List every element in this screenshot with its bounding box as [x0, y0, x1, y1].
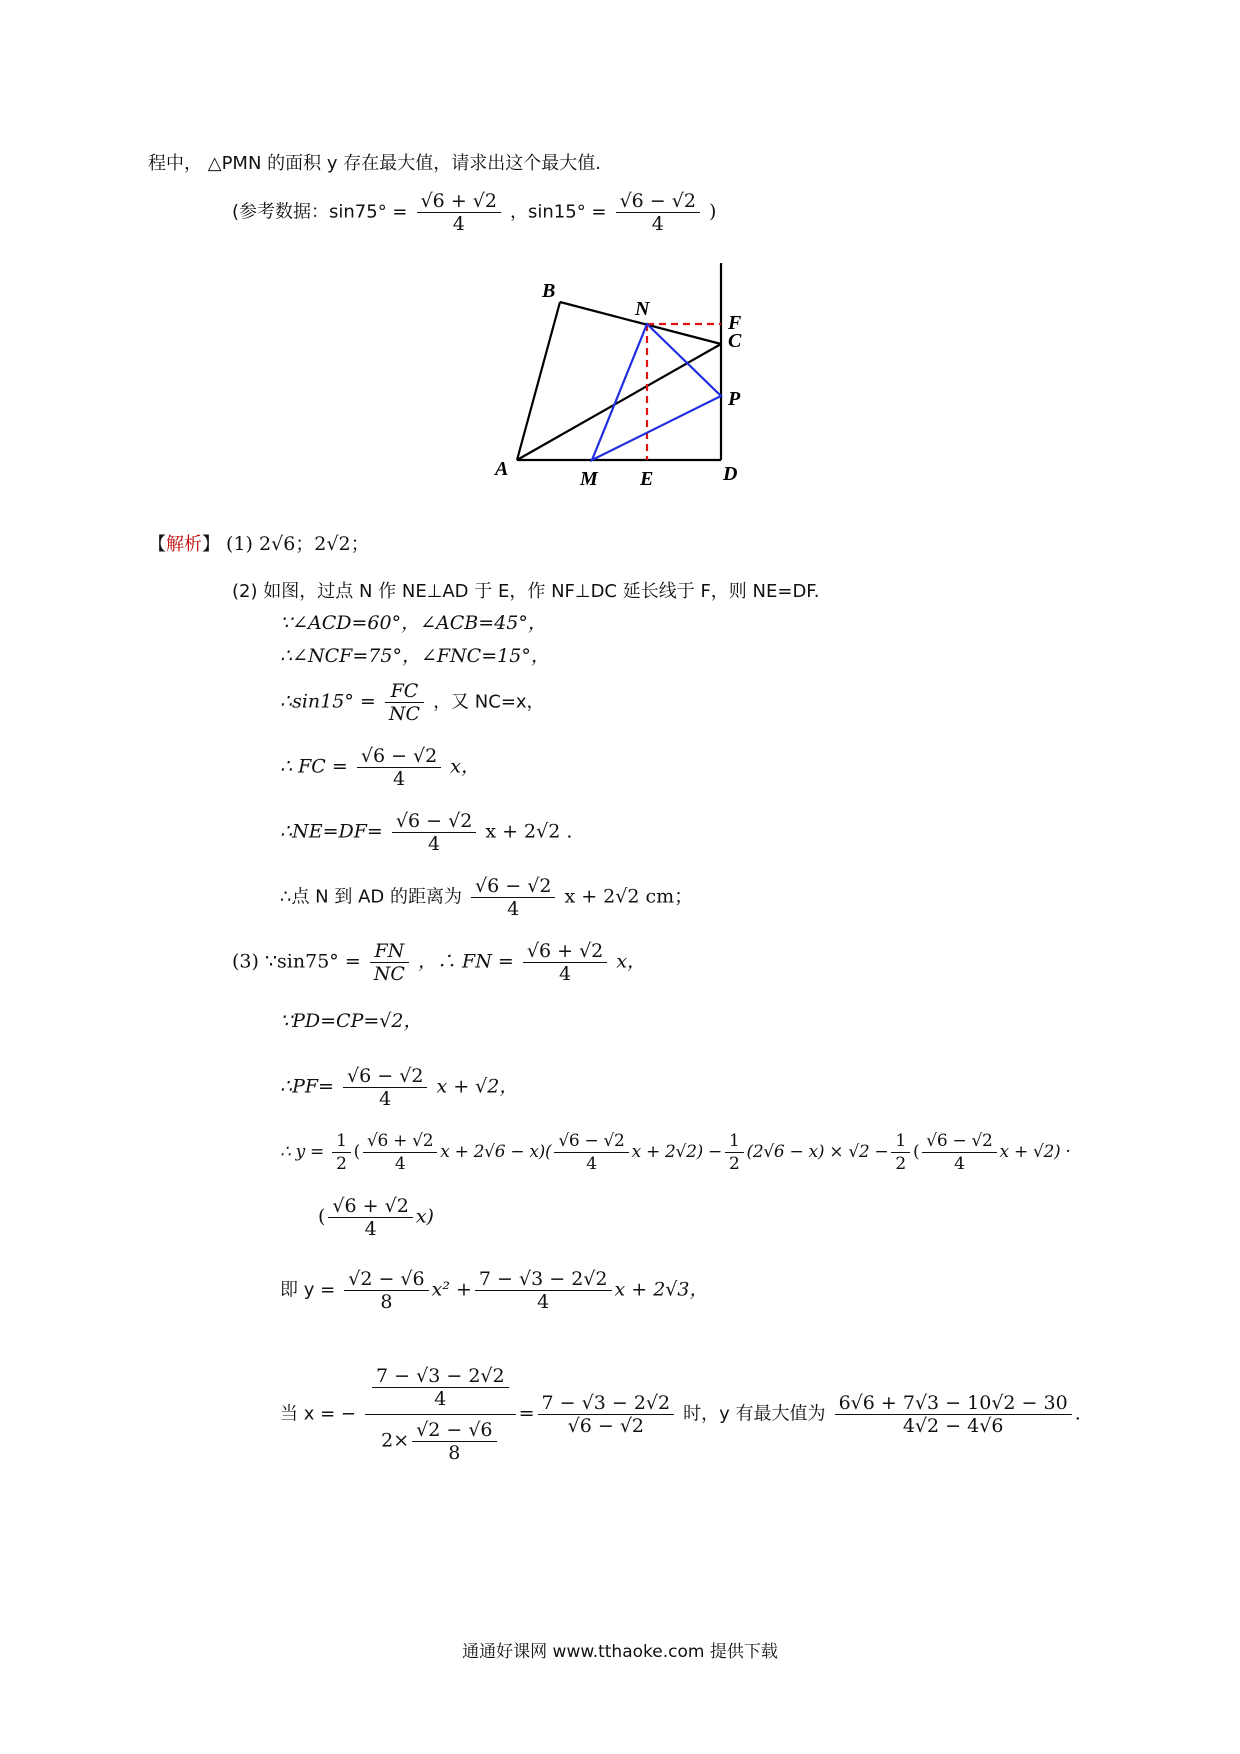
part1-answer: (1) 2√6；2√2； [226, 533, 370, 555]
fraction-fc-value: $\frac{√6 - √2}{4}$ [357, 745, 441, 790]
solution-tag-close: 】 [202, 534, 220, 555]
part2-line-1: ∵∠ACD=60°，∠ACB=45°， [280, 612, 547, 634]
line-ac [517, 344, 721, 460]
part3-line-6: 即 y = $\frac{√2 - √6}{8}$ x² + $\frac{7 - √3 - 2√2}{4}$ x + 2√3， [280, 1268, 709, 1313]
vertex-numerator: $\frac{7 - √3 - 2√2}{4}$ [365, 1365, 516, 1415]
solution-tag-open: 【 [148, 534, 166, 555]
solution-part-1 [148, 533, 370, 556]
fraction-half-2: $\frac{1}{2}$ [725, 1130, 744, 1175]
label-e: E [640, 468, 654, 490]
fraction-vertex-simplified: $\frac{7 - √3 - 2√2}{√6 - √2}$ [538, 1392, 675, 1437]
fraction-fn-value: $\frac{√6 + √2}{4}$ [523, 940, 607, 985]
problem-line-1 [148, 152, 601, 175]
geometry-figure [480, 255, 760, 500]
part2-line-3: ∴sin15° = $\frac{FC}{NC}$ ，又 NC=x， [280, 680, 545, 725]
part3-line-5: ( $\frac{√6 + √2}{4}$ x) [318, 1195, 434, 1240]
part3-line-4: ∴ y = $\frac{1}{2}$ ( $\frac{√6 + √2}{4}$ x + 2√6 − x)( $\frac{√6 - √2}{4}$ x + 2√2) − $\frac{1}{2}$ (2√6 − x) × √2 − $\frac{1}{2}$ ( $\frac{√6 - √2}{4}$ x + √2) · [280, 1131, 1071, 1174]
part2-line-2: ∴∠NCF=75°，∠FNC=15°， [280, 645, 550, 667]
fraction-half-1: $\frac{1}{2}$ [332, 1130, 351, 1175]
reference-data-line [232, 190, 716, 235]
fraction-distance: $\frac{√6 - √2}{4}$ [471, 875, 555, 920]
ref-mid: ，sin15° = [510, 201, 607, 223]
part3-line-7: 当 x = − $\frac{7 - √3 - 2√2}{4}$ 2× $\frac{√2 - √6}{8}$ = $\frac{7 - √3 - 2√2}{√6 - √2}$ 时，y 有最大值为 $\frac{6√6 + 7√3 - 10√2 - 30}{4√2 - 4√6}$ . [280, 1365, 1081, 1464]
fraction-ne-value: $\frac{√6 - √2}{4}$ [392, 810, 476, 855]
fraction-area-3: $\frac{√6 - √2}{4}$ [922, 1130, 996, 1175]
fraction-vertex-x [365, 1365, 516, 1464]
triangle-pmn [592, 324, 721, 460]
fraction-fc-nc: $\frac{FC}{NC}$ [385, 680, 424, 725]
label-n: N [635, 298, 650, 320]
line-ab [517, 302, 560, 460]
part2-line-6: ∴点 N 到 AD 的距离为 $\frac{√6 - √2}{4}$ x + 2√2 cm； [280, 875, 694, 920]
fraction-max-value: $\frac{6√6 + 7√3 - 10√2 - 30}{4√2 - 4√6}$ [835, 1392, 1072, 1437]
fraction-quad-coef: $\frac{√2 - √6}{8}$ [344, 1268, 428, 1313]
ref-fraction-sin15: $\frac{√6 - √2}{4}$ [616, 190, 700, 235]
ref-suffix: ) [709, 200, 717, 223]
fraction-lin-coef: $\frac{7 - √3 - 2√2}{4}$ [475, 1268, 612, 1313]
part2-line-4: ∴ FC = $\frac{√6 - √2}{4}$ x， [280, 745, 481, 790]
fraction-area-1: $\frac{√6 + √2}{4}$ [363, 1130, 437, 1175]
part2-intro: (2) 如图，过点 N 作 NE⊥AD 于 E，作 NF⊥DC 延长线于 F，则 NE=DF. [232, 581, 820, 602]
label-d: D [723, 463, 738, 485]
label-m: M [580, 468, 598, 490]
ref-fraction-sin75: $\frac{√6 + √2}{4}$ [417, 190, 501, 235]
label-a: A [495, 458, 509, 480]
part2-line-5: ∴NE=DF= $\frac{√6 - √2}{4}$ x + 2√2 . [280, 810, 573, 855]
fraction-fn-nc: $\frac{FN}{NC}$ [370, 940, 409, 985]
fraction-half-3: $\frac{1}{2}$ [891, 1130, 910, 1175]
part3-line-2: ∵PD=CP=√2， [280, 1010, 423, 1032]
label-c: C [728, 330, 742, 352]
problem-text: 程中， △PMN 的面积 y 存在最大值，请求出这个最大值. [148, 153, 601, 174]
fraction-area-4: $\frac{√6 + √2}{4}$ [328, 1195, 412, 1240]
part3-line-1: (3) ∵sin75° = $\frac{FN}{NC}$ ，∴ FN = $\frac{√6 + √2}{4}$ x， [232, 940, 647, 985]
page-footer: 通通好课网 www.tthaoke.com 提供下载 [462, 1642, 778, 1662]
vertex-denominator: 2× $\frac{√2 - √6}{8}$ [365, 1415, 516, 1464]
ref-prefix: (参考数据：sin75° = [232, 201, 408, 223]
label-f: F [728, 312, 742, 334]
part3-line-3: ∴PF= $\frac{√6 - √2}{4}$ x + √2， [280, 1065, 519, 1110]
fraction-pf-value: $\frac{√6 - √2}{4}$ [343, 1065, 427, 1110]
label-p: P [728, 388, 741, 410]
fraction-area-2: $\frac{√6 - √2}{4}$ [554, 1130, 628, 1175]
label-b: B [542, 280, 556, 302]
solution-tag: 解析 [166, 534, 202, 555]
